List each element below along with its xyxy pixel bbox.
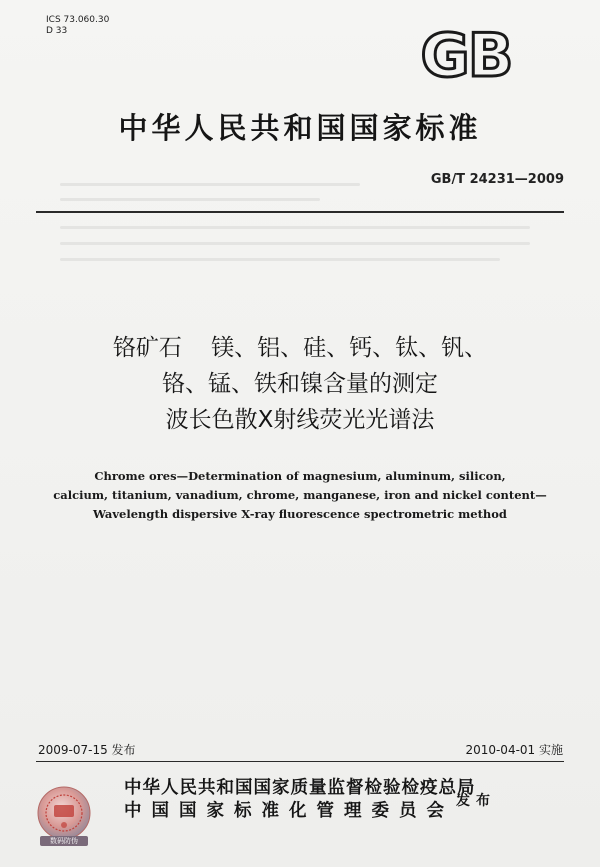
english-title [0, 467, 600, 524]
chinese-title-line: 铬矿石 镁、铝、硅、钙、钛、钒、 [112, 335, 488, 361]
footer-divider [36, 761, 564, 762]
chinese-title-line: 铬、锰、铁和镍含量的测定 [162, 371, 438, 397]
ics-code: ICS 73.060.30 [46, 15, 110, 25]
show-through-text [60, 183, 360, 186]
standard-number: GB/T 24231—2009 [430, 172, 564, 187]
show-through-text [60, 198, 320, 201]
english-title-line: calcium, titanium, vanadium, chrome, manganese, iron and nickel content— [53, 488, 547, 502]
ccs-code: D 33 [46, 26, 68, 36]
chinese-title [0, 330, 600, 438]
english-title-line: Chrome ores—Determination of magnesium, aluminum, silicon, [94, 469, 506, 483]
issuer-line: 中国国家标准化管理委员会 [124, 801, 454, 821]
classification-codes [46, 15, 109, 37]
english-title-line: Wavelength dispersive X-ray fluorescence spectrometric method [93, 507, 507, 521]
issuer-line: 中华人民共和国国家质量监督检验检疫总局 [124, 778, 476, 798]
header-divider [36, 211, 564, 213]
standard-category-title: 中华人民共和国国家标准 [118, 111, 482, 145]
issuing-authorities [124, 777, 476, 823]
show-through-text [60, 258, 500, 261]
show-through-text [60, 226, 530, 229]
gb-logo [405, 26, 527, 84]
publish-label: 发布 [456, 793, 496, 809]
seal-label: 数码防伪 [40, 836, 88, 846]
effective-date: 2010-04-01 实施 [465, 743, 563, 757]
show-through-text [60, 242, 530, 245]
issue-date: 2009-07-15 发布 [38, 743, 136, 757]
anti-counterfeit-seal-icon [36, 785, 92, 841]
chinese-title-line: 波长色散X射线荧光光谱法 [165, 407, 435, 433]
gb-logo-text: GB [420, 26, 512, 84]
